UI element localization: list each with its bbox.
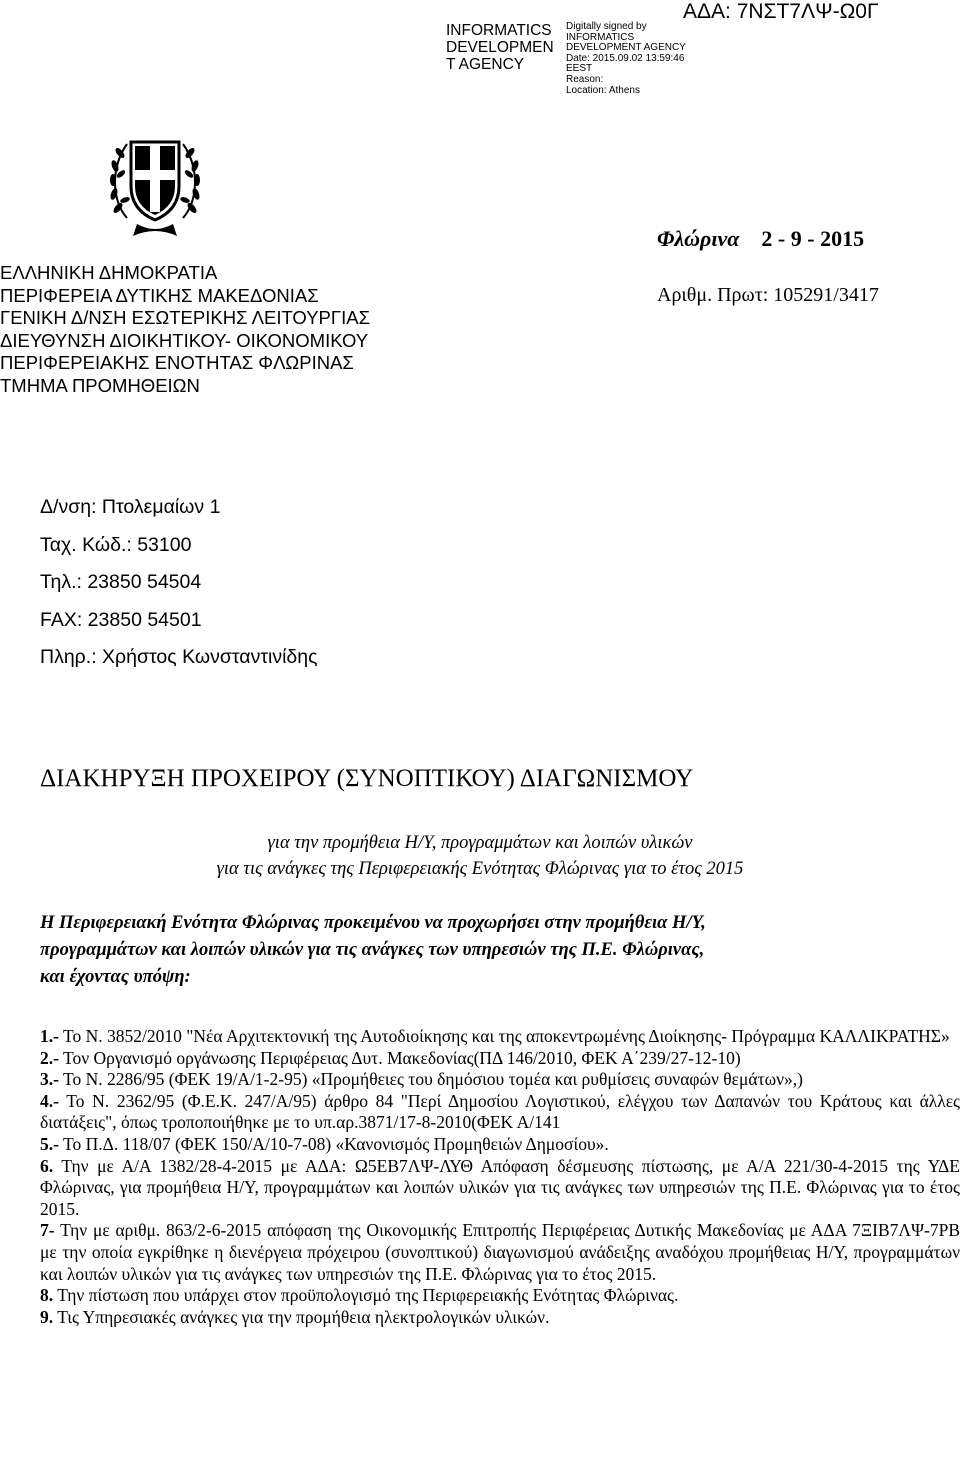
ada-code: ΑΔΑ: 7ΝΣΤ7ΛΨ-Ω0Γ: [683, 0, 879, 23]
signature-signer: [446, 22, 554, 73]
item-number: 1.-: [40, 1026, 59, 1046]
signature-detail: Digitally signed by: [566, 21, 647, 32]
intro-line: προγραμμάτων και λοιπών υλικών για τις ανάγκες των υπηρεσιών της Π.Ε. Φλώρινας,: [40, 940, 705, 960]
authority-line: ΓΕΝΙΚΗ Δ/ΝΣΗ ΕΣΩΤΕΡΙΚΗΣ ΛΕΙΤΟΥΡΓΙΑΣ: [0, 307, 370, 328]
signature-detail: INFORMATICS: [566, 31, 635, 43]
item-number: 9.: [40, 1306, 54, 1327]
contact-details: [40, 496, 318, 684]
document-subtitle: [0, 830, 960, 882]
list-item: [40, 1026, 960, 1048]
item-number: 3.-: [40, 1069, 59, 1090]
contact-info: Πληρ.: Χρήστος Κωνσταντινίδης: [40, 646, 318, 668]
item-number: 8.: [40, 1285, 54, 1306]
list-item: [40, 1307, 960, 1329]
protocol-number: [657, 284, 879, 307]
item-number: 6.: [40, 1155, 54, 1176]
item-number: 5.-: [40, 1133, 59, 1154]
document-title: ΔΙΑΚΗΡΥΞΗ ΠΡΟΧΕΙΡΟΥ (ΣΥΝΟΠΤΙΚΟΥ) ΔΙΑΓΩΝΙΣΜΟΥ: [40, 765, 694, 792]
signature-detail: Reason:: [566, 73, 604, 85]
item-number: 2.-: [40, 1047, 59, 1068]
item-text: Τον Οργανισμό οργάνωσης Περιφέρειας Δυτ. Μακεδονίας(ΠΔ 146/2010, ΦΕΚ Α΄239/27-12-10): [63, 1047, 741, 1068]
authority-line: ΠΕΡΙΦΕΡΕΙΑ ΔΥΤΙΚΗΣ ΜΑΚΕΔΟΝΙΑΣ: [0, 284, 319, 306]
list-item: [40, 1069, 960, 1091]
signature-detail: EEST: [566, 63, 593, 75]
item-text: Το Ν. 2362/95 (Φ.Ε.Κ. 247/Α/95) άρθρο 84 "Περί Δημοσίου Λογιστικού, ελέγχου των Δαπανών του Κράτους και άλλες διατάξεις", όπως τροποποιήθηκε με το υπ.αρ.3871/17-8-2010(ΦΕΚ Α/141: [40, 1090, 960, 1133]
item-text: Την πίστωση που υπάρχει στον προϋπολογισμό της Περιφερειακής Ενότητας Φλώρινας.: [57, 1285, 679, 1306]
intro-line: Η Περιφερειακή Ενότητα Φλώρινας προκειμένου να προχωρήσει στην προμήθεια Η/Υ,: [40, 913, 706, 933]
item-number: 4.-: [40, 1090, 59, 1111]
place-date: [657, 226, 864, 252]
contact-address: Δ/νση: Πτολεμαίων 1: [40, 496, 221, 518]
issuing-authority: [0, 262, 370, 397]
item-text: Τις Υπηρεσιακές ανάγκες για την προμήθεια ηλεκτρολογικών υλικών.: [57, 1306, 550, 1327]
list-item: [40, 1134, 960, 1156]
list-item: [40, 1091, 960, 1134]
subtitle-line: για την προμήθεια Η/Υ, προγραμμάτων και λοιπών υλικών: [267, 833, 693, 853]
date: 2 - 9 - 2015: [761, 226, 865, 251]
item-text: Την με αριθμ. 863/2-6-2015 απόφαση της Οικονομικής Επιτροπής Περιφέρειας Δυτικής Μακεδονίας με ΑΔΑ 7ΞΙΒ7ΛΨ-7ΡΒ με την οποία εγκρίθηκε η διενέργεια πρόχειρου (συνοπτικού) διαγωνισμού ανάδειξης αναδόχου προμήθειας Η/Υ, προγραμμάτων και λοιπών υλικών για τις ανάγκες των υπηρεσιών της Π.Ε. Φλώρινας για το έτος 2015.: [40, 1220, 960, 1284]
signature-details: [566, 22, 686, 96]
item-text: Το Ν. 3852/2010 "Νέα Αρχιτεκτονική της Αυτοδιοίκησης και της αποκεντρωμένης Διοίκησης- Πρόγραμμα ΚΑΛΛΙΚΡΑΤΗΣ»: [63, 1026, 950, 1046]
item-number: 7-: [40, 1220, 55, 1241]
protocol-label: Αριθμ. Πρωτ:: [657, 284, 769, 306]
item-text: Το Ν. 2286/95 (ΦΕΚ 19/Α/1-2-95) «Προμήθειες του δημόσιου τομέα και ρυθμίσεις συναφών θεμάτων»,): [63, 1069, 803, 1090]
signer-line: T AGENCY: [446, 56, 525, 73]
list-item: [40, 1285, 960, 1307]
authority-line: ΠΕΡΙΦΕΡΕΙΑΚΗΣ ΕΝΟΤΗΤΑΣ ΦΛΩΡΙΝΑΣ: [0, 352, 354, 373]
authority-line: ΤΜΗΜΑ ΠΡΟΜΗΘΕΙΩΝ: [0, 374, 200, 396]
greek-state-emblem-icon: [105, 126, 205, 244]
list-item: [40, 1220, 960, 1285]
authority-line: ΕΛΛΗΝΙΚΗ ΔΗΜΟΚΡΑΤΙΑ: [0, 262, 218, 283]
considerations-list: [40, 1026, 960, 1328]
signer-line: DEVELOPMEN: [446, 39, 554, 56]
contact-fax: FAX: 23850 54501: [40, 608, 202, 631]
subtitle-line: για τις ανάγκες της Περιφερειακής Ενότητας Φλώρινας για το έτος 2015: [216, 859, 744, 879]
signature-detail: Location: Athens: [566, 84, 640, 96]
signature-detail: Date: 2015.09.02 13:59:46: [566, 52, 685, 64]
signer-line: INFORMATICS: [446, 22, 552, 39]
authority-line: ΔΙΕΥΘΥΝΣΗ ΔΙΟΙΚΗΤΙΚΟΥ- ΟΙΚΟΝΟΜΙΚΟΥ: [0, 329, 369, 351]
protocol-value: 105291/3417: [773, 284, 879, 306]
contact-phone: Τηλ.: 23850 54504: [40, 571, 202, 593]
list-item: [40, 1156, 960, 1221]
item-text: Το Π.Δ. 118/07 (ΦΕΚ 150/Α/10-7-08) «Κανονισμός Προμηθειών Δημοσίου».: [63, 1133, 609, 1154]
item-text: Την με Α/Α 1382/28-4-2015 με ΑΔΑ: Ω5ΕΒ7ΛΨ-ΛΥΘ Απόφαση δέσμευσης πίστωσης, με Α/Α 221/30-4-2015 της ΥΔΕ Φλώρινας, για προμήθεια Η/Υ, προγραμμάτων και λοιπών υλικών για τις ανάγκες των υπηρεσιών της Π.Ε. Φλώρινας για το έτος 2015.: [40, 1155, 960, 1219]
intro-line: και έχοντας υπόψη:: [40, 967, 191, 987]
list-item: [40, 1048, 960, 1070]
intro-paragraph: [40, 910, 960, 991]
contact-postal: Ταχ. Κώδ.: 53100: [40, 533, 192, 556]
place: Φλώρινα: [657, 226, 740, 251]
signature-detail: DEVELOPMENT AGENCY: [566, 42, 686, 54]
